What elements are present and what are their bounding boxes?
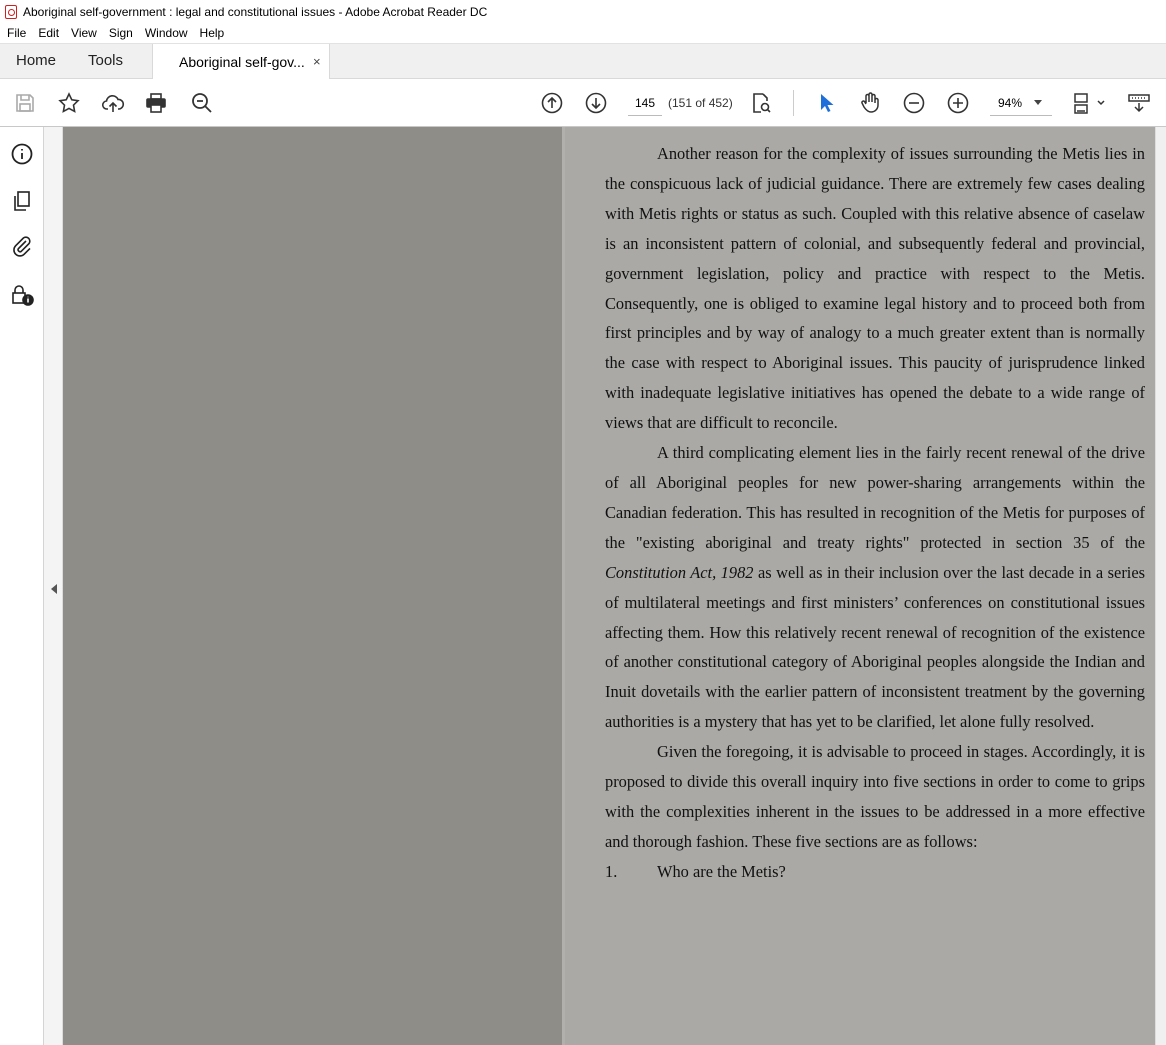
menu-sign[interactable]: Sign	[108, 26, 133, 40]
menu-edit[interactable]: Edit	[38, 26, 60, 40]
page-up-icon[interactable]	[540, 91, 564, 115]
vertical-scrollbar[interactable]	[1155, 127, 1166, 1045]
attachment-icon[interactable]	[10, 234, 34, 258]
toolbar	[0, 79, 1166, 127]
paragraph-2	[605, 438, 1145, 737]
menu-window[interactable]: Window	[144, 26, 188, 40]
right-page	[565, 127, 1155, 1045]
info-icon[interactable]	[10, 142, 34, 166]
page-down-icon[interactable]	[584, 91, 608, 115]
security-icon[interactable]	[10, 283, 34, 307]
menu-view[interactable]: View	[71, 26, 97, 40]
menu-help[interactable]: Help	[199, 26, 225, 40]
left-page	[63, 127, 562, 1045]
menu-file[interactable]: File	[7, 26, 27, 40]
zoom-value: 94%	[998, 96, 1023, 110]
list-item-text: Who are the Metis?	[657, 861, 786, 881]
select-cursor-icon[interactable]	[814, 91, 838, 115]
paragraph-3: Given the foregoing, it is advisable to proceed in stages. Accordingly, it is proposed to divide this overall inquiry into five sections in order to come to grips with the complexities inherent in the issues to be addressed in a more effective and thorough fashion. These five sections are as follows:	[605, 742, 1145, 851]
bookmark-star-icon[interactable]	[57, 91, 81, 115]
title-bar	[0, 0, 1166, 23]
paragraph-2-italic: Constitution Act, 1982	[605, 562, 754, 582]
page-layout-icon[interactable]	[1072, 91, 1108, 115]
keyboard-toolbar-icon[interactable]	[1127, 91, 1151, 115]
pages-icon[interactable]	[10, 189, 34, 213]
zoom-search-icon[interactable]	[190, 91, 214, 115]
tab-bar	[0, 43, 1166, 79]
acrobat-app-icon	[5, 5, 17, 19]
find-text-icon[interactable]	[749, 91, 773, 115]
window-title: Aboriginal self-government : legal and constitutional issues - Adobe Acrobat Reader DC	[23, 4, 488, 19]
hand-pan-icon[interactable]	[858, 91, 882, 115]
tab-home[interactable]: Home	[16, 52, 57, 69]
paragraph-2-part-b: as well as in their inclusion over the last decade in a series of multilateral meetings and first ministers’ conferences on constitutional issues affecting them. How this relatively recent renewal of recognition of the existence of another constitutional category of Aboriginal peoples alongside the Indian and Inuit dovetails with the earlier pattern of inconsistent treatment by the governing authorities is a mystery that has yet to be clarified, let alone fully resolved.	[605, 562, 1145, 732]
tab-tools[interactable]: Tools	[88, 52, 124, 69]
upload-cloud-icon[interactable]	[101, 91, 125, 115]
document-text	[605, 139, 1145, 887]
sidebar-collapse-strip[interactable]	[44, 127, 63, 1045]
list-item-number: 1.	[605, 861, 618, 881]
zoom-in-icon[interactable]	[946, 91, 970, 115]
collapse-arrow-icon[interactable]	[51, 584, 57, 594]
list-item	[605, 857, 1145, 887]
save-icon[interactable]	[13, 91, 37, 115]
tab-document-label: Aboriginal self-gov...	[179, 54, 305, 70]
zoom-level-dropdown[interactable]	[990, 91, 1052, 116]
paragraph-1: Another reason for the complexity of issues surrounding the Metis lies in the conspicuous lack of judicial guidance. There are extremely few cases dealing with Metis rights or status as such. Coupled with this relative absence of caselaw is an inconsistent pattern of colonial, and subsequently federal and provincial, government legislation, policy and practice with respect to the Metis. Consequently, one is obliged to examine legal history and to proceed both from first principles and by way of analogy to a much greater extent than is normally the case with respect to Aboriginal issues. This paucity of jurisprudence linked with inadequate legislative initiatives has opened the debate to a wide range of views that are difficult to reconcile.	[605, 144, 1145, 433]
zoom-out-icon[interactable]	[902, 91, 926, 115]
page-number-input[interactable]: 145	[628, 91, 662, 116]
tab-document[interactable]	[152, 44, 330, 80]
left-sidebar	[0, 127, 44, 1045]
page-count: (151 of 452)	[668, 96, 733, 110]
menu-bar	[0, 23, 1166, 43]
paragraph-2-part-a: A third complicating element lies in the fairly recent renewal of the drive of all Aboriginal peoples for new power-sharing arrangements within the Canadian federation. This has resulted in recognition of the Metis for purposes of the "existing aboriginal and treaty rights" protected in section 35 of the	[605, 443, 1145, 552]
toolbar-separator	[793, 90, 794, 116]
chevron-down-icon	[1034, 100, 1042, 105]
print-icon[interactable]	[144, 91, 168, 115]
close-tab-icon[interactable]: ×	[313, 54, 321, 69]
